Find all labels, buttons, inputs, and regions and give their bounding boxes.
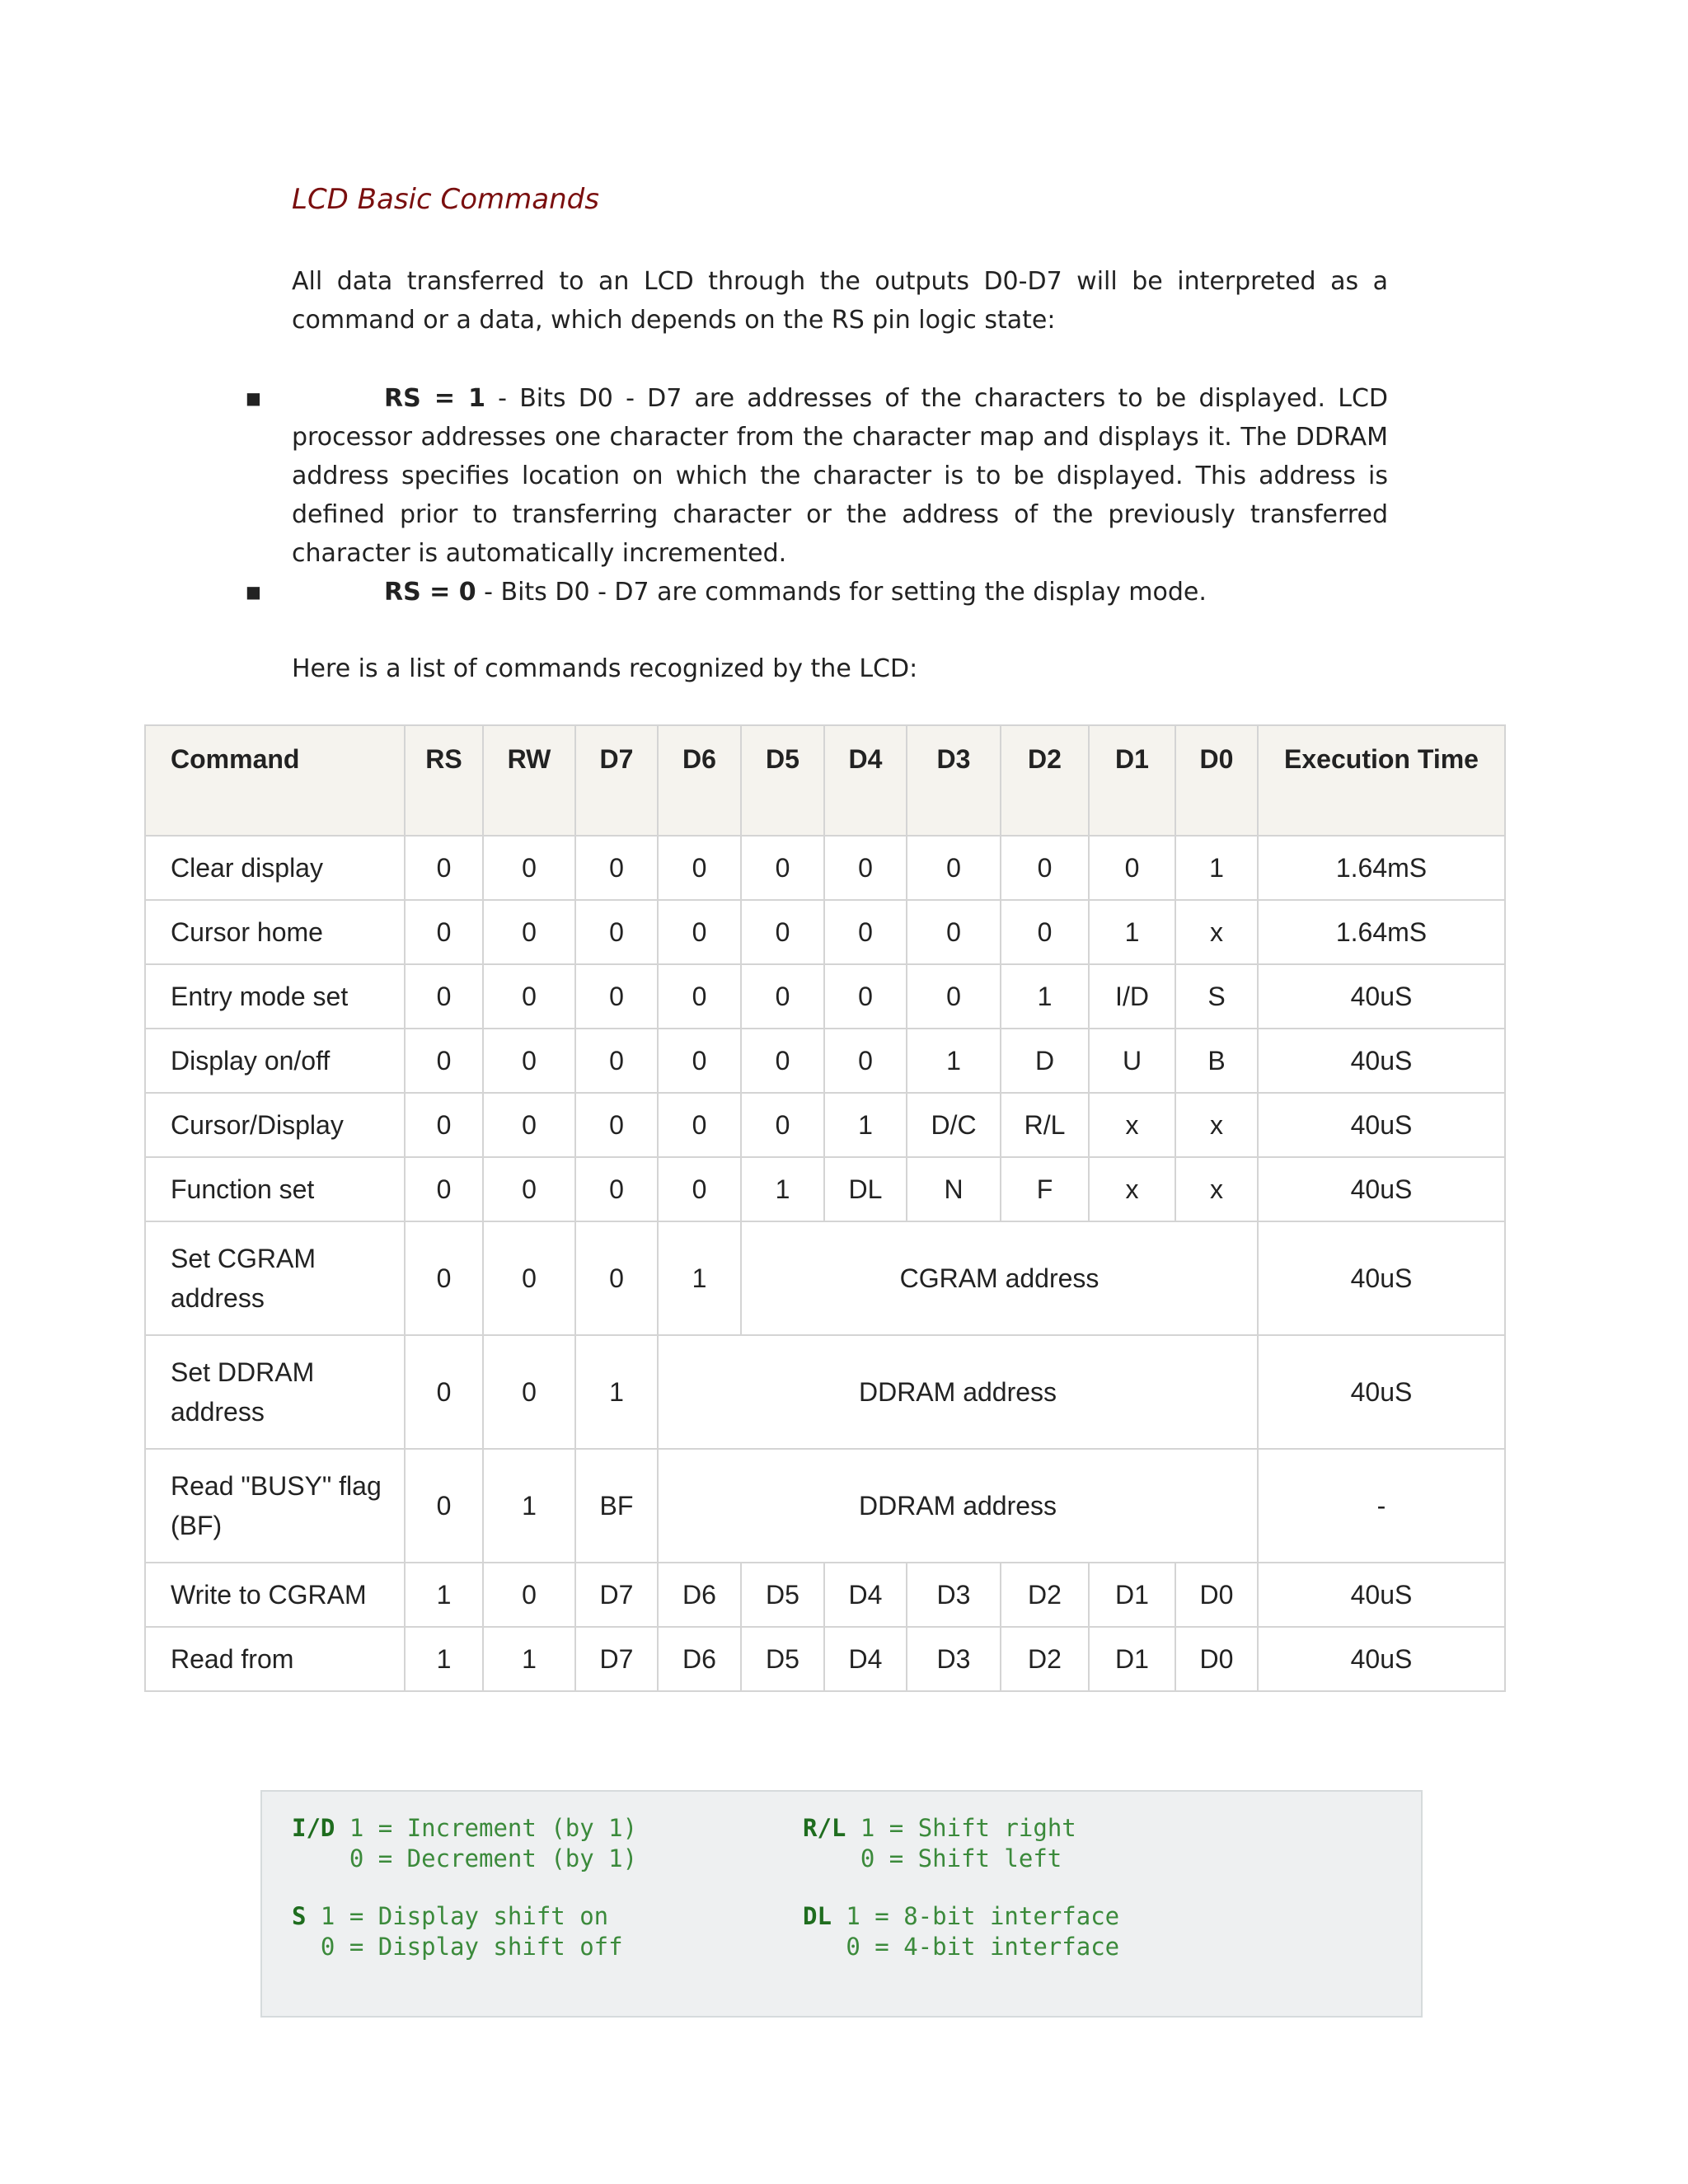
legend-rl [803, 1813, 1076, 1874]
legend-line: 0 = 4-bit interface [803, 1933, 1120, 1961]
bit-cell: U [1089, 1029, 1175, 1093]
bit-cell: 0 [483, 1335, 575, 1449]
bit-cell: 0 [741, 964, 824, 1029]
command-cell: Clear display [145, 836, 405, 900]
bit-cell: x [1175, 1157, 1258, 1221]
time-cell: 1.64mS [1258, 900, 1505, 964]
bit-cell: 0 [658, 1093, 741, 1157]
bit-cell: x [1089, 1093, 1175, 1157]
bit-cell: 0 [405, 1029, 483, 1093]
address-span-cell: CGRAM address [741, 1221, 1258, 1335]
bit-cell: 0 [483, 1157, 575, 1221]
bit-cell: 0 [575, 964, 658, 1029]
bit-cell: D0 [1175, 1563, 1258, 1627]
time-cell: - [1258, 1449, 1505, 1563]
bit-cell: 1 [741, 1157, 824, 1221]
bullet-text: - Bits D0 - D7 are commands for setting the display mode. [476, 578, 1207, 607]
bit-cell: 0 [824, 964, 907, 1029]
bit-cell: S [1175, 964, 1258, 1029]
bit-cell: 0 [575, 900, 658, 964]
bit-cell: 1 [1175, 836, 1258, 900]
bit-cell: 0 [575, 1221, 658, 1335]
bit-cell: 0 [405, 1221, 483, 1335]
bit-cell: 0 [741, 900, 824, 964]
bit-cell: 0 [658, 836, 741, 900]
time-cell: 40uS [1258, 1157, 1505, 1221]
bit-cell: 0 [824, 900, 907, 964]
bit-cell: 0 [405, 1449, 483, 1563]
time-cell: 40uS [1258, 964, 1505, 1029]
bit-cell: x [1089, 1157, 1175, 1221]
bit-cell: 0 [907, 900, 1001, 964]
bit-cell: 0 [483, 964, 575, 1029]
header-cell: D4 [824, 725, 907, 836]
legend-key: I/D [292, 1814, 335, 1842]
table-row [145, 1093, 1505, 1157]
bit-cell: DL [824, 1157, 907, 1221]
command-cell: Read from [145, 1627, 405, 1691]
header-cell: D0 [1175, 725, 1258, 836]
address-span-cell: DDRAM address [658, 1335, 1258, 1449]
time-cell: 40uS [1258, 1221, 1505, 1335]
bit-cell: D7 [575, 1563, 658, 1627]
bit-cell: 0 [405, 1157, 483, 1221]
command-cell: Read "BUSY" flag (BF) [145, 1449, 405, 1563]
bit-cell: 1 [658, 1221, 741, 1335]
legend-key: S [292, 1902, 307, 1930]
address-span-cell: DDRAM address [658, 1449, 1258, 1563]
bullet-rs1 [246, 379, 1388, 573]
bit-cell: D2 [1001, 1563, 1089, 1627]
command-cell: Display on/off [145, 1029, 405, 1093]
table-row [145, 836, 1505, 900]
legend-dl [803, 1901, 1119, 1962]
bit-cell: 0 [741, 1029, 824, 1093]
bit-cell: 0 [483, 1093, 575, 1157]
bit-cell: B [1175, 1029, 1258, 1093]
bit-cell: 1 [824, 1093, 907, 1157]
bullet-label: RS = 0 [384, 578, 476, 607]
bit-cell: D0 [1175, 1627, 1258, 1691]
table-row [145, 1627, 1505, 1691]
header-cell: RW [483, 725, 575, 836]
table-row [145, 1221, 1505, 1335]
bit-cell: D4 [824, 1563, 907, 1627]
bit-cell: 0 [741, 836, 824, 900]
table-row [145, 1563, 1505, 1627]
legend-s [292, 1901, 623, 1962]
bit-cell: D4 [824, 1627, 907, 1691]
lcd-command-table [144, 724, 1506, 1692]
bit-cell: R/L [1001, 1093, 1089, 1157]
table-header-row [145, 725, 1505, 836]
bit-cell: 0 [658, 964, 741, 1029]
command-cell: Cursor home [145, 900, 405, 964]
legend-key: DL [803, 1902, 832, 1930]
bit-cell: 0 [741, 1093, 824, 1157]
legend-key: R/L [803, 1814, 846, 1842]
bullet-square-icon: ■ [246, 388, 261, 408]
bit-cell: D2 [1001, 1627, 1089, 1691]
time-cell: 40uS [1258, 1335, 1505, 1449]
bullet-text: - Bits D0 - D7 are addresses of the characters to be displayed. LCD processor addresses one character from the character map and displays it. The DDRAM address specifies location on which the character is to be displayed. This address is defined prior to transferring character or the address of the previously transferred character is automatically incremented. [292, 384, 1388, 568]
bit-cell: 0 [575, 1029, 658, 1093]
bit-cell: 0 [405, 1335, 483, 1449]
intro-paragraph: All data transferred to an LCD through the outputs D0-D7 will be interpreted as a command or a data, which depends on the RS pin logic state: [292, 267, 1388, 335]
bit-cell: 0 [658, 1157, 741, 1221]
command-cell: Function set [145, 1157, 405, 1221]
bit-cell: 1 [483, 1449, 575, 1563]
bit-cell: 1 [1089, 900, 1175, 964]
legend-code-box [260, 1790, 1423, 2018]
bit-cell: 0 [907, 836, 1001, 900]
bit-cell: BF [575, 1449, 658, 1563]
bit-cell: 1 [405, 1627, 483, 1691]
bit-cell: 0 [575, 1093, 658, 1157]
time-cell: 40uS [1258, 1093, 1505, 1157]
bit-cell: 1 [405, 1563, 483, 1627]
header-cell: Command [145, 725, 405, 836]
bit-cell: D [1001, 1029, 1089, 1093]
table-row [145, 1449, 1505, 1563]
bit-cell: N [907, 1157, 1001, 1221]
list-intro: Here is a list of commands recognized by the LCD: [292, 654, 918, 683]
bit-cell: 0 [824, 1029, 907, 1093]
time-cell: 1.64mS [1258, 836, 1505, 900]
bit-cell: I/D [1089, 964, 1175, 1029]
bit-cell: D3 [907, 1627, 1001, 1691]
bit-cell: D1 [1089, 1627, 1175, 1691]
bit-cell: D6 [658, 1627, 741, 1691]
legend-line: 0 = Decrement (by 1) [292, 1844, 638, 1872]
bit-cell: x [1175, 900, 1258, 964]
header-cell: D3 [907, 725, 1001, 836]
bit-cell: x [1175, 1093, 1258, 1157]
bit-cell: 0 [575, 1157, 658, 1221]
bit-cell: 0 [483, 1029, 575, 1093]
bit-cell: 0 [1001, 836, 1089, 900]
header-cell: D1 [1089, 725, 1175, 836]
bit-cell: D5 [741, 1627, 824, 1691]
legend-line: 1 = Display shift on [306, 1902, 609, 1930]
bit-cell: D/C [907, 1093, 1001, 1157]
command-cell: Set DDRAM address [145, 1335, 405, 1449]
bit-cell: D6 [658, 1563, 741, 1627]
command-cell: Set CGRAM address [145, 1221, 405, 1335]
bit-cell: 1 [483, 1627, 575, 1691]
bit-cell: 0 [483, 900, 575, 964]
command-cell: Write to CGRAM [145, 1563, 405, 1627]
bit-cell: 0 [824, 836, 907, 900]
time-cell: 40uS [1258, 1029, 1505, 1093]
bit-cell: 0 [405, 900, 483, 964]
bit-cell: 0 [405, 964, 483, 1029]
bit-cell: 0 [483, 1221, 575, 1335]
bit-cell: 0 [483, 836, 575, 900]
table-row [145, 1157, 1505, 1221]
header-cell: D7 [575, 725, 658, 836]
bullet-square-icon: ■ [246, 582, 261, 602]
table-row [145, 1029, 1505, 1093]
bullet-label: RS = 1 [384, 384, 485, 413]
header-cell: D5 [741, 725, 824, 836]
bit-cell: 0 [405, 836, 483, 900]
header-cell: D2 [1001, 725, 1089, 836]
command-cell: Entry mode set [145, 964, 405, 1029]
bit-cell: D3 [907, 1563, 1001, 1627]
bullet-rs0 [246, 573, 1388, 612]
bit-cell: 0 [405, 1093, 483, 1157]
bit-cell: 0 [575, 836, 658, 900]
legend-id [292, 1813, 637, 1874]
legend-line: 0 = Display shift off [292, 1933, 623, 1961]
bit-cell: D7 [575, 1627, 658, 1691]
table-row [145, 1335, 1505, 1449]
bit-cell: 0 [1089, 836, 1175, 900]
bit-cell: 0 [483, 1563, 575, 1627]
time-cell: 40uS [1258, 1627, 1505, 1691]
legend-line: 0 = Shift left [803, 1844, 1062, 1872]
bit-cell: D5 [741, 1563, 824, 1627]
header-cell: RS [405, 725, 483, 836]
table-row [145, 900, 1505, 964]
bit-cell: D1 [1089, 1563, 1175, 1627]
bit-cell: F [1001, 1157, 1089, 1221]
header-cell: D6 [658, 725, 741, 836]
header-cell: Execution Time [1258, 725, 1505, 836]
table-row [145, 964, 1505, 1029]
legend-line: 1 = 8-bit interface [831, 1902, 1120, 1930]
bit-cell: 0 [658, 1029, 741, 1093]
bit-cell: 1 [1001, 964, 1089, 1029]
bit-cell: 1 [575, 1335, 658, 1449]
time-cell: 40uS [1258, 1563, 1505, 1627]
legend-line: 1 = Shift right [846, 1814, 1076, 1842]
bit-cell: 0 [658, 900, 741, 964]
legend-line: 1 = Increment (by 1) [335, 1814, 638, 1842]
command-cell: Cursor/Display [145, 1093, 405, 1157]
bit-cell: 0 [907, 964, 1001, 1029]
bit-cell: 1 [907, 1029, 1001, 1093]
bit-cell: 0 [1001, 900, 1089, 964]
page-title: LCD Basic Commands [292, 183, 599, 216]
